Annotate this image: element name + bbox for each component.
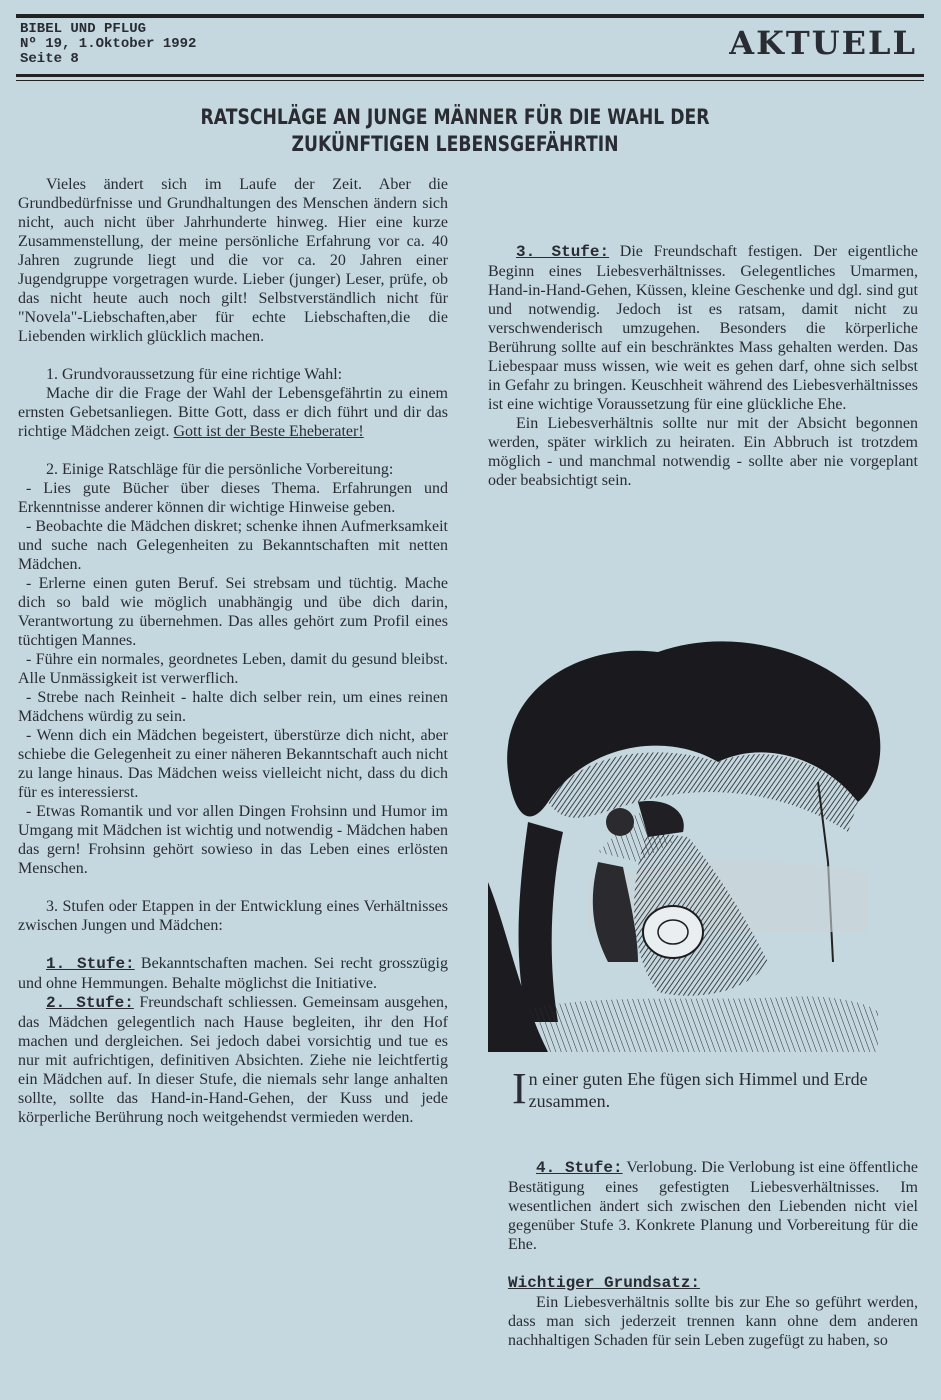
principle-text: Ein Liebesverhältnis sollte bis zur Ehe so geführt werden, dass man sich jederzeit trennen kann ohne dem anderen nachhaltigen Schaden für sein Leben zugefügt zu haben, so: [508, 1294, 918, 1349]
advice-item: - Wenn dich ein Mädchen begeistert, überstürze dich nicht, aber schiebe die Gelegenheit zu einer näheren Bekanntschaft auch nicht zu lange hinaus. Das Mädchen weiss vielleicht nicht, dass du dich für es interessierst.: [18, 727, 448, 801]
header-meta: [20, 22, 196, 67]
section-title: AKTUELL: [729, 24, 917, 62]
stage-3-paragraph-2: Ein Liebesverhältnis sollte nur mit der Absicht begonnen werden, später wirklich zu heiraten. Ein Abbruch ist trotzdem möglich - und manchmal notwendig - sollte aber nie vorgeplant oder beabsichtigt sein.: [488, 415, 919, 489]
advice-item: - Erlerne einen guten Beruf. Sei strebsam und tüchtig. Mache dich so bald wie möglich unabhängig und übe dich darin, Verantwortung zu übernehmen. Das alles gehört zum Profil eines tüchtigen Mannes.: [18, 575, 448, 649]
header-bottom-rule-thin: [16, 80, 924, 81]
section-2-heading: 2. Einige Ratschläge für die persönliche Vorbereitung:: [46, 461, 394, 478]
intro-paragraph: Vieles ändert sich im Laufe der Zeit. Aber die Grundbedürfnisse und Grundhaltungen des Menschen ändern sich nicht, auch nicht über Jahrhunderte hinweg. Hier eine kurze Zusammenstellung, der meine persönliche Erfahrung vor ca. 40 Jahren zugrunde liegt und die vor ca. 20 Jahren einer Jugendgruppe vorgetragen wurde. Lieber (junger) Leser, prüfe, ob das nicht heute auch noch gilt! Selbstverständlich nicht für "Novela"-Liebschaften,aber für echte Liebschaften,die die Liebenden wirklich glücklich machen.: [18, 176, 448, 345]
page-number: Seite 8: [20, 51, 79, 67]
pull-quote-text: n einer guten Ehe fügen sich Himmel und Erde zusammen.: [528, 1069, 868, 1111]
section-3-heading: 3. Stufen oder Etappen in der Entwicklung eines Verhältnisses zwischen Jungen und Mädchen:: [18, 898, 448, 934]
section-1-heading: 1. Grundvoraussetzung für eine richtige Wahl:: [46, 366, 343, 383]
couple-illustration: [488, 632, 888, 1062]
stage-3: 3. Stufe: Die Freundschaft festigen. Der eigentliche Beginn eines Liebesverhältnisses. Gelegentliches Umarmen, Hand-in-Hand-Gehen, Küssen, kleine Geschenke und dgl. sind gut und notwendig. Jedoch ist es ratsam, damit nicht zu verschwenderisch umzugehen. Besonders die körperliche Berührung sollte auf ein beschränktes Mass gehalten werden. Das Liebespaar muss wissen, wie weit es gehen darf, ohne sich selbst in Gefahr zu bringen. Keuschheit während des Liebesverhältnisses ist eine wichtige Voraussetzung für eine glückliche Ehe.: [488, 243, 918, 413]
right-column: [488, 164, 918, 490]
advice-list: [18, 479, 448, 878]
publication-name: BIBEL UND PFLUG: [20, 21, 147, 37]
right-column-lower: [508, 1158, 918, 1350]
article-title: RATSCHLÄGE AN JUNGE MÄNNER FÜR DIE WAHL DER ZUKÜNFTIGEN LEBENSGEFÄHRTIN: [200, 105, 710, 156]
left-column: [18, 175, 448, 1127]
stage-2-label: 2. Stufe:: [46, 994, 134, 1012]
stage-3-label: 3. Stufe:: [516, 243, 610, 261]
stage-1: 1. Stufe: Bekanntschaften machen. Sei recht grosszügig und ohne Hemmungen. Behalte möglichst die Initiative.: [18, 955, 448, 992]
section-1-emphasis: Gott ist der Beste Eheberater!: [173, 423, 364, 440]
advice-item: - Etwas Romantik und vor allen Dingen Frohsinn und Humor im Umgang mit Mädchen ist wichtig und notwendig - Mädchen haben das gern! Frohsinn gehört sowieso in das Leben eines erlösten Menschen.: [18, 803, 448, 877]
stage-4: 4. Stufe: Verlobung. Die Verlobung ist eine öffentliche Bestätigung eines gefestigten Liebesverhältnisses. Im wesentlichen ändert sich zwischen den Liebenden nicht viel gegenüber Stufe 3. Konkrete Planung und Vorbereitung für die Ehe.: [508, 1159, 919, 1253]
pull-quote: [512, 1064, 892, 1113]
advice-item: - Strebe nach Reinheit - halte dich selber rein, um eines reinen Mädchens würdig zu sein.: [18, 689, 448, 725]
stage-1-label: 1. Stufe:: [46, 955, 135, 973]
advice-item: - Lies gute Bücher über dieses Thema. Erfahrungen und Erkenntnisse anderer können dir wichtige Hinweise geben.: [18, 480, 448, 516]
advice-item: - Führe ein normales, geordnetes Leben, damit du gesund bleibst. Alle Unmässigkeit ist verwerflich.: [18, 651, 448, 687]
stage-4-label: 4. Stufe:: [536, 1159, 623, 1177]
header-top-rule: [16, 14, 924, 18]
issue-date: Nº 19, 1.Oktober 1992: [20, 36, 197, 52]
stage-2: 2. Stufe: Freundschaft schliessen. Gemeinsam ausgehen, das Mädchen gelegentlich nach Hause begleiten, ihr den Hof machen und dergleichen. Sei jedoch dabei vorsichtig und tue es nur mit aufrichtigen, definitiven Absichten. Ziehe nie leichtfertig ein Mädchen auf. In dieser Stufe, die niemals sehr lange anhalten sollte, sollte das Hand-in-Hand-Gehen, der Kuss und jede körperliche Berührung noch weitgehendst vermieden werden.: [18, 994, 449, 1126]
principle-heading: Wichtiger Grundsatz:: [508, 1274, 701, 1292]
advice-item: - Beobachte die Mädchen diskret; schenke ihnen Aufmerksamkeit und suche nach Gelegenheiten zu Bekanntschaften mit netten Mädchen.: [18, 518, 448, 573]
section-1-text: Mache dir die Frage der Wahl der Lebensgefährtin zu einem ernsten Gebetsanliegen. Bitte Gott, dass er dich führt und dir das richtige Mädchen zeigt. Gott ist der Beste Eheberater!: [18, 385, 448, 440]
header-bottom-rule: [16, 74, 924, 77]
pull-quote-initial: I: [512, 1064, 527, 1113]
